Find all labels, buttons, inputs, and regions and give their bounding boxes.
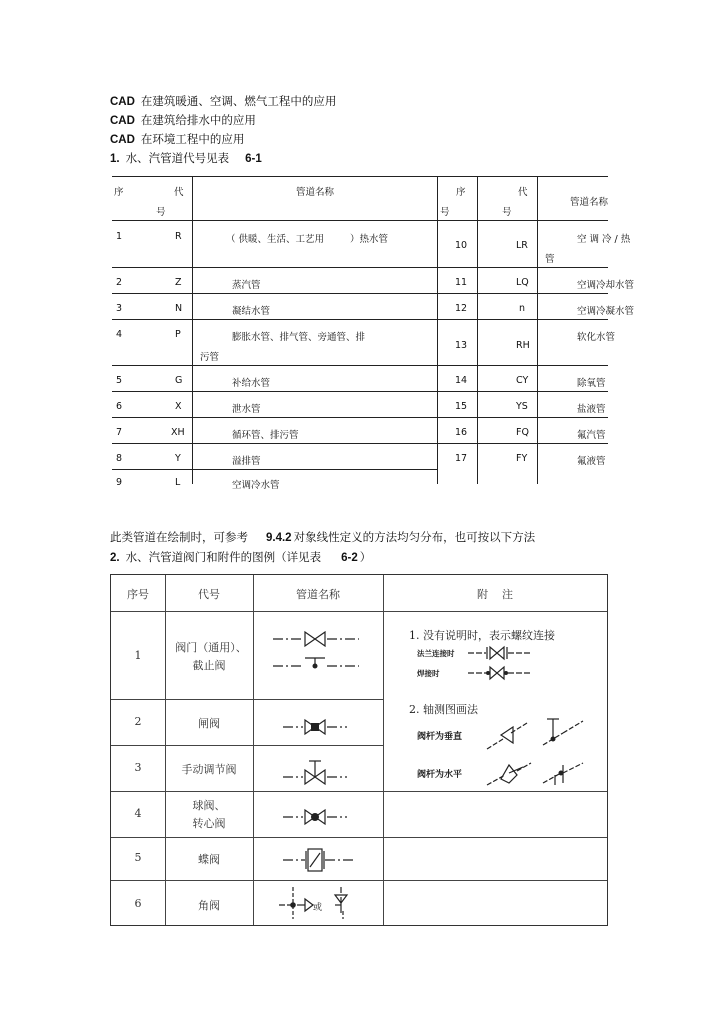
butterfly-valve-symbol [269, 845, 373, 875]
table-rule [112, 293, 608, 294]
middle-line2-ref: 6-2 [341, 552, 358, 564]
row-15-code: YS [516, 401, 528, 412]
row-10-no: 10 [455, 240, 468, 251]
row-14-name: 除氧管 [577, 378, 606, 389]
row-11-name: 空调冷却水管 [577, 280, 635, 291]
intro-ref-4: 6-1 [245, 153, 262, 165]
row-17-code: FY [516, 453, 528, 464]
axonometric-horizontal-stem-symbols [483, 755, 599, 791]
table-rule [111, 837, 607, 838]
row-7-no: 7 [116, 427, 123, 438]
row-16-no: 16 [455, 427, 468, 438]
row-13-code: RH [516, 340, 530, 351]
table-rule [437, 176, 438, 484]
header-code-a1: 代 [174, 187, 184, 198]
intro-text-4: 水、汽管道代号见表 [125, 151, 230, 165]
t2-row-4-code1: 球阀、 [192, 799, 226, 812]
t2-row-1-code2: 截止阀 [192, 659, 226, 672]
row-5-code: G [175, 375, 183, 386]
table-rule [111, 611, 607, 612]
row-12-name: 空调冷凝水管 [577, 306, 635, 317]
row-1-code: R [175, 231, 182, 242]
table-rule [112, 443, 608, 444]
row-8-code: Y [175, 453, 181, 464]
row-4-code: P [175, 329, 181, 340]
table-rule [112, 319, 608, 320]
table-rule [112, 469, 437, 470]
row-11-code: LQ [516, 277, 529, 288]
intro-line-3 [110, 131, 244, 147]
header-seq-b2: 号 [440, 207, 450, 218]
intro-code-1: CAD [110, 96, 135, 108]
t2-row-6-no: 6 [134, 897, 142, 910]
row-3-no: 3 [116, 303, 123, 314]
intro-text-2: 在建筑给排水中的应用 [140, 113, 256, 127]
t2-row-5-no: 5 [134, 851, 142, 864]
t2-header-name: 管道名称 [296, 588, 340, 601]
row-2-name: 蒸汽管 [232, 280, 261, 291]
row-9-name: 空调冷水管 [232, 480, 280, 491]
row-10-name-cont: 管 [545, 254, 555, 265]
row-9-no: 9 [116, 477, 123, 488]
row-3-code: N [175, 303, 183, 314]
row-7-name: 循环管、排污管 [232, 430, 299, 441]
row-15-name: 盐液管 [577, 404, 606, 415]
gate-valve-symbol [269, 715, 373, 739]
header-code-b2: 号 [502, 207, 512, 218]
row-1-name: （ 供暖、生活、工艺用 [226, 234, 325, 245]
intro-line-2 [110, 112, 256, 128]
t2-row-2-no: 2 [134, 715, 142, 728]
t2-row-6-code: 角阀 [198, 899, 220, 912]
note-1a: 法兰连接时 [417, 649, 455, 658]
t2-row-2-code: 闸阀 [198, 717, 220, 730]
or-label: 或 [313, 903, 323, 913]
row-13-no: 13 [455, 340, 468, 351]
row-1-no: 1 [116, 231, 123, 242]
row-4-name: 膨胀水管、排气管、旁通管、排 [232, 332, 366, 343]
row-2-code: Z [175, 277, 182, 288]
t2-header-note: 附 注 [477, 588, 513, 601]
row-6-code: X [175, 401, 182, 412]
row-7-code: XH [171, 427, 185, 438]
row-1-name-extra: ）热水管 [350, 234, 389, 245]
note-2: 2. 轴测图画法 [409, 703, 478, 716]
row-4-no: 4 [116, 329, 123, 340]
flange-weld-valve-symbols [466, 641, 546, 681]
ball-valve-symbol [269, 805, 373, 829]
intro-line-1 [110, 93, 336, 109]
row-14-no: 14 [455, 375, 468, 386]
t2-row-1-code1: 阀门（通用）、 [175, 641, 247, 654]
header-seq-b1: 序 [456, 187, 466, 198]
header-code-a2: 号 [156, 207, 166, 218]
table-rule [111, 699, 383, 700]
row-5-name: 补给水管 [232, 378, 271, 389]
row-9-code: L [175, 477, 181, 488]
intro-code-2: CAD [110, 115, 135, 127]
row-16-code: FQ [516, 427, 529, 438]
row-8-no: 8 [116, 453, 123, 464]
pipe-code-table [112, 176, 635, 491]
angle-valve-symbol [273, 883, 383, 923]
row-17-no: 17 [455, 453, 468, 464]
table-rule [253, 575, 254, 925]
row-8-name: 溢排管 [232, 456, 261, 467]
intro-line-4 [110, 150, 268, 166]
intro-code-3: CAD [110, 134, 135, 146]
intro-text-3: 在环境工程中的应用 [140, 132, 245, 146]
note-2a: 阀杆为垂直 [417, 732, 463, 742]
middle-para-text: 此类管道在绘制时，可参考 [110, 530, 248, 544]
note-1: 1. 没有说明时，表示螺纹连接 [409, 629, 555, 642]
manual-regulating-valve-symbol [269, 757, 373, 787]
row-4-name-cont: 污管 [200, 352, 220, 363]
table-rule [111, 880, 607, 881]
middle-line2-text: 水、汽管道阀门和附件的图例（详见表 [125, 550, 322, 564]
header-name-a: 管道名称 [296, 187, 335, 198]
table-rule [112, 365, 608, 366]
table-rule [112, 417, 608, 418]
row-12-no: 12 [455, 303, 468, 314]
note-2b: 阀杆为水平 [417, 770, 463, 780]
table-rule [192, 176, 193, 484]
row-17-name: 氟液管 [577, 456, 606, 467]
middle-para-ref: 9.4.2 [266, 532, 292, 544]
row-16-name: 氟汽管 [577, 430, 606, 441]
t2-header-seq: 序号 [127, 588, 149, 601]
t2-row-4-code2: 转心阀 [192, 817, 226, 830]
middle-line2-num: 2. [110, 552, 120, 564]
table-rule [112, 267, 608, 268]
row-10-name: 空 调 冷 / 热 [577, 234, 631, 245]
table-rule [111, 745, 383, 746]
axonometric-vertical-stem-symbols [483, 713, 599, 753]
row-3-name: 凝结水管 [232, 306, 271, 317]
header-name-b: 管道名称 [570, 197, 609, 208]
middle-paragraph [110, 529, 535, 545]
row-14-code: CY [516, 375, 529, 386]
globe-valve-symbol [269, 627, 373, 677]
table-rule [112, 391, 608, 392]
header-seq-a: 序 [114, 187, 124, 198]
row-6-name: 泄水管 [232, 404, 261, 415]
middle-line2-end: ） [359, 550, 372, 564]
header-code-b1: 代 [518, 187, 528, 198]
t2-row-3-code: 手动调节阀 [181, 763, 237, 776]
table-rule [165, 575, 166, 925]
note-1b: 焊接时 [417, 669, 440, 678]
t2-row-5-code: 蝶阀 [198, 853, 220, 866]
t2-row-3-no: 3 [134, 761, 142, 774]
valve-legend-table [110, 574, 608, 926]
row-10-code: LR [516, 240, 528, 251]
intro-text-1: 在建筑暖通、空调、燃气工程中的应用 [140, 94, 337, 108]
t2-header-code: 代号 [198, 588, 220, 601]
t2-row-4-no: 4 [134, 807, 142, 820]
row-13-name: 软化水管 [577, 332, 616, 343]
row-5-no: 5 [116, 375, 123, 386]
table-rule [537, 176, 538, 484]
row-15-no: 15 [455, 401, 468, 412]
row-12-code: n [519, 303, 526, 314]
table-rule [112, 220, 608, 221]
row-6-no: 6 [116, 401, 123, 412]
row-11-no: 11 [455, 277, 468, 288]
t2-row-1-no: 1 [134, 649, 142, 662]
table-rule [477, 176, 478, 484]
middle-para-rest: 对象线性定义的方法均匀分布，也可按以下方法 [293, 530, 536, 544]
intro-num-4: 1. [110, 153, 120, 165]
table-rule [112, 176, 608, 177]
table-rule [383, 575, 384, 925]
row-2-no: 2 [116, 277, 123, 288]
middle-line-2 [110, 549, 371, 565]
table-rule [111, 791, 607, 792]
